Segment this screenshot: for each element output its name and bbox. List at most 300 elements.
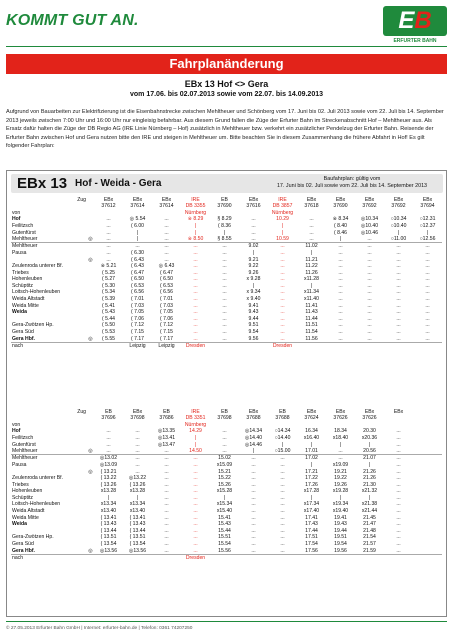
route-subtitle: EBx 13 Hof <> Gera <box>184 79 269 89</box>
time-cell: ( 6.47 <box>130 269 145 276</box>
station-name: Hof <box>12 216 21 223</box>
time-cell: ( 5.39 <box>101 296 116 303</box>
time-cell: ... <box>193 475 198 482</box>
time-cell: 15.02 <box>210 455 239 462</box>
time-cell: | <box>368 494 371 501</box>
footer-divider <box>6 621 447 622</box>
time-cell: 20.56 <box>363 448 376 454</box>
time-cell: ... <box>193 276 198 283</box>
time-cell: ( 6.47 <box>159 269 174 276</box>
time-cell <box>413 482 442 489</box>
station-name: Feilitzsch <box>12 222 34 229</box>
train-header-cell: 37690 <box>333 203 348 210</box>
time-cell: ... <box>367 276 372 283</box>
station-row <box>11 435 442 442</box>
time-cell: ... <box>396 521 401 528</box>
time-cell: ( 13.43 <box>100 521 117 528</box>
station-name: Gera Süd <box>12 329 34 336</box>
time-cell: x11.34 <box>304 289 319 296</box>
time-cell: ... <box>396 461 401 468</box>
time-cell <box>326 554 355 561</box>
time-cell: | <box>339 236 342 242</box>
time-cell: 21.26 <box>363 468 376 475</box>
train-header-cell: EBx <box>132 197 143 203</box>
time-cell: ... <box>280 527 285 534</box>
station-row <box>11 515 442 522</box>
time-cell: ... <box>164 527 169 534</box>
time-cell <box>413 495 442 502</box>
station-name: nach <box>11 342 87 349</box>
train-header-cell: 37616 <box>246 203 261 210</box>
header-row: Zug EB EBx EB IRE EB EBx EB EBx EBx EBx EBx <box>11 409 442 415</box>
time-cell: 15.54 <box>218 541 231 548</box>
time-cell: x 9.28 <box>246 276 261 283</box>
time-cell: ○12.56 <box>419 236 436 242</box>
time-cell: ... <box>106 216 111 223</box>
time-cell: ( 5.41 <box>101 302 116 309</box>
time-cell: | <box>252 448 255 454</box>
time-cell: ... <box>251 229 256 236</box>
time-cell: ... <box>338 249 343 256</box>
time-cell: x 9.40 <box>246 296 261 303</box>
time-cell: ... <box>280 322 285 329</box>
time-cell: ( 7.03 <box>159 302 174 309</box>
time-cell <box>384 342 413 349</box>
timetable-grid-bottom <box>11 409 442 561</box>
time-cell <box>413 468 442 475</box>
station-row <box>11 303 442 310</box>
time-cell: ... <box>222 289 227 296</box>
time-cell: ... <box>280 494 285 501</box>
time-cell: ... <box>367 289 372 296</box>
time-cell: ... <box>280 335 285 342</box>
time-cell: 9.41 <box>248 302 259 309</box>
time-cell: x11.28 <box>304 276 319 283</box>
time-cell: ... <box>338 329 343 336</box>
time-cell <box>413 501 442 508</box>
time-cell: x15.34 <box>216 501 233 508</box>
time-cell: ... <box>164 475 169 482</box>
time-cell: | <box>339 494 342 501</box>
station-name: Mehltheuer <box>12 236 38 242</box>
time-cell: 21.54 <box>363 534 376 541</box>
station-row: Gera Hbf. ◎ ◎13.56 ◎13.56 ... ... 15.56 ... ... 17.56 19.56 21.59 ... <box>11 548 442 555</box>
time-cell: | <box>397 229 400 236</box>
time-cell: ( 5.30 <box>101 282 116 289</box>
station-row <box>11 322 442 329</box>
time-cell <box>413 508 442 515</box>
time-cell: x17.34 <box>303 501 320 508</box>
station-name: Pausa <box>12 249 27 256</box>
time-cell: ... <box>425 329 430 336</box>
station-name: Gutenfürst <box>12 229 36 236</box>
time-cell: | <box>136 236 139 242</box>
station-name: Mehltheuer <box>11 243 87 250</box>
time-cell: ... <box>222 448 227 454</box>
time-cell: ... <box>193 508 198 515</box>
train-header-cell: IRE <box>278 197 287 203</box>
time-cell: x17.40 <box>303 508 320 515</box>
train-header-cell: EBx <box>161 197 172 203</box>
time-cell: ... <box>396 282 401 289</box>
time-cell: ... <box>106 434 111 441</box>
train-header-cell: EBx <box>306 409 317 415</box>
time-cell: | <box>223 229 226 236</box>
station-row <box>11 329 442 336</box>
line-route: Hof - Weida - Gera <box>75 178 162 189</box>
time-cell: ... <box>222 309 227 316</box>
time-cell: ... <box>251 521 256 528</box>
time-cell: | <box>281 229 284 236</box>
time-cell: ( 7.15 <box>159 329 174 336</box>
time-cell: ... <box>222 322 227 329</box>
time-cell: ( 13.22 <box>100 475 117 482</box>
time-cell: ○10.34 <box>390 216 407 223</box>
time-cell: ... <box>193 256 198 263</box>
train-header-cell: EB <box>105 409 112 415</box>
notice-paragraph: Aufgrund von Bauarbeiten zur Elektrifizierung ist die Eisenbahnstrecke zwischen Mehltheuer und Schönberg vom 17. Juni bis 02. Juli 2013 sowie vom 22. Juli bis 14. September 2013 jeweils zwischen 7:00 Uhr und 16:00 Uhr nur eingleisig befahrbar. Aus diesem Grund fallen die Züge der Erfurter Bahn im Streckenabschnitt Hof – Mehltheuer aus. Als Ersatz dafür halten die Züge der DB Regio AG (IRE Linie Nürnberg – Hof) zusätzlich in Mehltheuer bzw. verkehrt ein zusätzlicher Pendelzug der Erfurter Bahn. Reisende der Erfurter Bahn zwischen Hof und Gera nutzen bitte den IRE und steigen in Mehltheuer um. Bitte beachten Sie in diesem Zusammenhang die frühere Abfahrt in Hof! Es gilt folgender Fahrplan: <box>6 109 444 150</box>
time-cell: ... <box>222 428 227 435</box>
time-cell: ... <box>164 541 169 548</box>
time-cell: 14.50 <box>189 448 202 454</box>
time-cell: ... <box>251 501 256 508</box>
station-name: Weida Mitte <box>12 514 39 521</box>
time-cell: 19.26 <box>334 481 347 488</box>
time-cell: ... <box>280 289 285 296</box>
time-cell: ... <box>396 335 401 342</box>
time-cell: ( 6.56 <box>130 289 145 296</box>
station-name: Gera-Zwötzen Hp. <box>12 534 54 541</box>
train-header-cell: 37626 <box>362 415 377 422</box>
time-cell: x19.28 <box>332 488 349 495</box>
time-cell: ... <box>123 455 152 462</box>
train-header-cell: EBx <box>306 197 317 203</box>
train-header-cell: 37696 <box>101 415 116 422</box>
time-cell: ... <box>193 541 198 548</box>
time-cell: ◎14.34 <box>244 428 263 435</box>
time-cell: ... <box>251 216 256 223</box>
train-header-cell: DB 3351 <box>185 415 206 422</box>
station-name: nach <box>11 554 87 561</box>
station-row <box>11 534 442 541</box>
time-cell <box>413 488 442 495</box>
time-cell: ... <box>384 455 413 462</box>
station-row <box>11 455 442 462</box>
time-cell: ○11.00 <box>390 236 407 242</box>
time-cell: ... <box>280 488 285 495</box>
time-cell: ... <box>106 441 111 448</box>
train-header-cell: 37692 <box>391 203 406 210</box>
time-cell: ( 5.27 <box>101 276 116 283</box>
station-row <box>11 276 442 283</box>
time-cell: ( 13.26 <box>129 481 146 488</box>
time-cell: ( 5.55 <box>101 335 116 342</box>
station-name: Gera Süd <box>12 541 34 548</box>
time-cell: ... <box>425 269 430 276</box>
time-cell: ... <box>326 243 355 250</box>
time-cell: ... <box>396 276 401 283</box>
time-cell: ... <box>251 461 256 468</box>
time-cell: ... <box>193 302 198 309</box>
time-cell: ... <box>367 236 372 242</box>
time-cell: ( 6.53 <box>159 282 174 289</box>
time-cell: 15.51 <box>218 534 231 541</box>
time-cell: ○12.31 <box>419 216 436 223</box>
time-cell: ... <box>268 455 297 462</box>
timetable-grid-top <box>11 197 442 349</box>
train-header-cell: EB <box>279 409 286 415</box>
train-header-cell: EBx <box>335 197 346 203</box>
time-cell: ○14.40 <box>274 434 291 441</box>
time-cell: ... <box>193 461 198 468</box>
train-header-cell: DB 3355 <box>185 203 206 210</box>
time-cell: ○10.40 <box>390 222 407 229</box>
time-cell: ◎13.09 <box>99 461 118 468</box>
time-cell: ... <box>164 494 169 501</box>
train-header-cell: 37694 <box>420 203 435 210</box>
time-cell <box>413 541 442 548</box>
time-cell: ( 6.00 <box>130 222 145 229</box>
time-cell: ... <box>251 468 256 475</box>
header-row: von Nürnberg <box>11 422 442 428</box>
time-cell: 9.21 <box>248 256 259 263</box>
time-cell: ... <box>123 243 152 250</box>
train-header-cell: 37624 <box>304 415 319 422</box>
time-cell: ( 13.26 <box>100 481 117 488</box>
time-cell: ... <box>135 428 140 435</box>
time-cell: ... <box>338 335 343 342</box>
time-cell: ... <box>396 289 401 296</box>
time-cell: ... <box>309 216 314 223</box>
time-cell: ... <box>268 243 297 250</box>
time-cell <box>413 428 442 435</box>
time-cell: ( 13.44 <box>129 527 146 534</box>
time-cell <box>94 554 123 561</box>
time-cell: ... <box>193 263 198 270</box>
time-cell: 9.56 <box>248 335 259 342</box>
time-cell: ※ 8.34 <box>332 216 349 223</box>
station-name: Gera Hbf. <box>12 335 35 342</box>
station-row <box>11 495 442 502</box>
time-cell: ... <box>280 315 285 322</box>
station-name: Gera-Zwötzen Hp. <box>12 322 54 329</box>
station-name: Pausa <box>12 461 27 468</box>
time-cell: ... <box>106 256 111 263</box>
time-cell: ... <box>222 296 227 303</box>
time-cell: 16.34 <box>305 428 318 435</box>
time-cell: ... <box>193 488 198 495</box>
time-cell: 19.21 <box>334 468 347 475</box>
time-cell: ... <box>280 302 285 309</box>
time-cell: 21.45 <box>363 514 376 521</box>
time-cell <box>297 342 326 349</box>
time-cell: ○12.37 <box>419 222 436 229</box>
time-cell: 17.51 <box>305 534 318 541</box>
time-cell: ... <box>222 302 227 309</box>
time-cell: ... <box>164 222 169 229</box>
time-cell: ... <box>239 455 268 462</box>
time-cell: 9.44 <box>248 315 259 322</box>
time-cell: ... <box>222 276 227 283</box>
time-cell: x21.38 <box>361 501 378 508</box>
time-cell: ... <box>425 322 430 329</box>
time-cell: ... <box>106 222 111 229</box>
time-cell: ( 8.40 <box>333 222 348 229</box>
station-name: Hohenleuben <box>12 276 43 283</box>
time-cell: ... <box>251 222 256 229</box>
station-row: Gera Hbf. ◎ ( 5.55 ( 7.17 ( 7.17 ... ... 9.56 ... 11.56 ... ... ... ... <box>11 336 442 343</box>
slogan: KOMMT GUT AN. <box>6 12 139 29</box>
time-cell: x 9.34 <box>246 289 261 296</box>
time-cell: ... <box>425 249 430 256</box>
time-cell: ... <box>222 256 227 263</box>
time-cell: 11.41 <box>305 302 318 309</box>
time-cell: ( 13.51 <box>100 534 117 541</box>
time-cell: | <box>107 494 110 501</box>
time-cell: | <box>426 229 429 236</box>
time-cell: ... <box>396 434 401 441</box>
time-cell: ... <box>338 309 343 316</box>
time-cell: ... <box>367 335 372 342</box>
time-cell: 9.43 <box>248 309 259 316</box>
time-cell: | <box>194 222 197 229</box>
station-name: Weida Mitte <box>12 302 39 309</box>
time-cell: ... <box>338 269 343 276</box>
time-cell: ... <box>135 461 140 468</box>
time-cell: ... <box>309 236 314 242</box>
time-cell: ... <box>251 494 256 501</box>
time-cell: ◎13.56 <box>128 547 147 554</box>
time-cell: ( 7.15 <box>130 329 145 336</box>
time-cell: ◎ 6.43 <box>158 263 175 270</box>
time-cell: ... <box>396 481 401 488</box>
time-cell: 17.54 <box>305 541 318 548</box>
station-name: Hohenleuben <box>12 488 43 495</box>
station-row: ◎ ( 13.21 ... ... ... 15.21 ... ... 17.21 19.21 21.26 ... <box>11 468 442 475</box>
time-cell <box>355 554 384 561</box>
time-cell: ... <box>396 501 401 508</box>
time-cell: ... <box>396 269 401 276</box>
time-cell: 21.48 <box>363 527 376 534</box>
station-row <box>11 270 442 277</box>
station-row <box>11 475 442 482</box>
time-cell: ... <box>94 243 123 250</box>
time-cell: 17.21 <box>305 468 318 475</box>
train-header-cell: 37614 <box>159 203 174 210</box>
time-cell: ... <box>193 289 198 296</box>
time-cell: ... <box>193 249 198 256</box>
time-cell: ... <box>193 547 198 554</box>
time-cell: ... <box>164 514 169 521</box>
time-cell <box>413 455 442 462</box>
time-cell: 19.51 <box>334 534 347 541</box>
time-cell: ... <box>193 296 198 303</box>
time-cell: ... <box>280 276 285 283</box>
time-cell: x15.28 <box>216 488 233 495</box>
time-cell: ◎10.40 <box>360 222 379 229</box>
station-name: Feilitzsch <box>12 434 34 441</box>
time-cell: ... <box>396 488 401 495</box>
time-cell: ... <box>396 302 401 309</box>
station-name: Weida <box>12 309 27 316</box>
time-cell: ( 13.54 <box>100 541 117 548</box>
time-cell: 15.22 <box>218 475 231 482</box>
time-cell: 11.26 <box>305 269 318 276</box>
time-cell <box>355 342 384 349</box>
time-cell: ... <box>164 256 169 263</box>
time-cell: ... <box>251 488 256 495</box>
train-header-cell: EBx <box>422 197 433 203</box>
time-cell: 15.44 <box>218 527 231 534</box>
time-cell: 14.29 <box>189 428 202 435</box>
time-cell: x11.40 <box>304 296 319 303</box>
station-name: Loitsch-Hohenleuben <box>12 289 61 296</box>
time-cell: x18.40 <box>332 434 349 441</box>
time-cell: ... <box>181 243 210 250</box>
time-cell: ... <box>193 534 198 541</box>
time-cell: ... <box>251 534 256 541</box>
time-cell: ... <box>396 309 401 316</box>
time-cell: ... <box>135 434 140 441</box>
time-cell: ... <box>222 315 227 322</box>
time-cell: ... <box>280 269 285 276</box>
time-cell: ( 13.51 <box>129 534 146 541</box>
time-cell: ( 6.30 <box>130 249 145 256</box>
time-cell: ( 13.44 <box>100 527 117 534</box>
time-cell: | <box>339 441 342 448</box>
station-name <box>11 468 87 475</box>
time-cell: x13.34 <box>129 501 146 508</box>
station-name: Zeulenroda unterer Bf. <box>12 475 63 482</box>
time-cell: ( 7.17 <box>130 335 145 342</box>
train-header-cell: 37698 <box>217 415 232 422</box>
time-cell: x15.09 <box>216 461 233 468</box>
time-cell: | <box>252 249 255 256</box>
time-cell: ( 7.06 <box>159 315 174 322</box>
time-cell: ... <box>251 481 256 488</box>
time-cell: ... <box>396 263 401 270</box>
time-cell: ... <box>425 302 430 309</box>
time-cell <box>413 528 442 535</box>
time-cell: ( 7.06 <box>130 315 145 322</box>
time-cell: ... <box>193 468 198 475</box>
time-cell: x15.40 <box>216 508 233 515</box>
time-cell: 17.02 <box>297 455 326 462</box>
time-cell: ... <box>425 276 430 283</box>
train-header-cell: Nürnberg <box>184 209 207 216</box>
time-cell: ( 8.46 <box>333 229 348 236</box>
time-cell: 15.43 <box>218 521 231 528</box>
station-name: Hof <box>12 428 21 435</box>
time-cell: | <box>194 229 197 236</box>
station-name: Mehltheuer <box>11 455 87 462</box>
time-cell: ( 5.53 <box>101 329 116 336</box>
time-cell: x13.28 <box>100 488 117 495</box>
time-cell: ... <box>413 243 442 250</box>
station-name: Gera Hbf. <box>12 547 35 554</box>
time-cell: | <box>194 441 197 448</box>
time-cell: 9.22 <box>248 263 259 270</box>
time-cell: ... <box>280 534 285 541</box>
time-cell: ... <box>367 322 372 329</box>
station-row <box>11 441 442 448</box>
time-cell: 9.26 <box>248 269 259 276</box>
time-cell: ... <box>164 547 169 554</box>
time-cell: ( 7.03 <box>130 302 145 309</box>
time-cell: ... <box>251 514 256 521</box>
time-cell: ... <box>396 441 401 448</box>
time-cell <box>413 435 442 442</box>
